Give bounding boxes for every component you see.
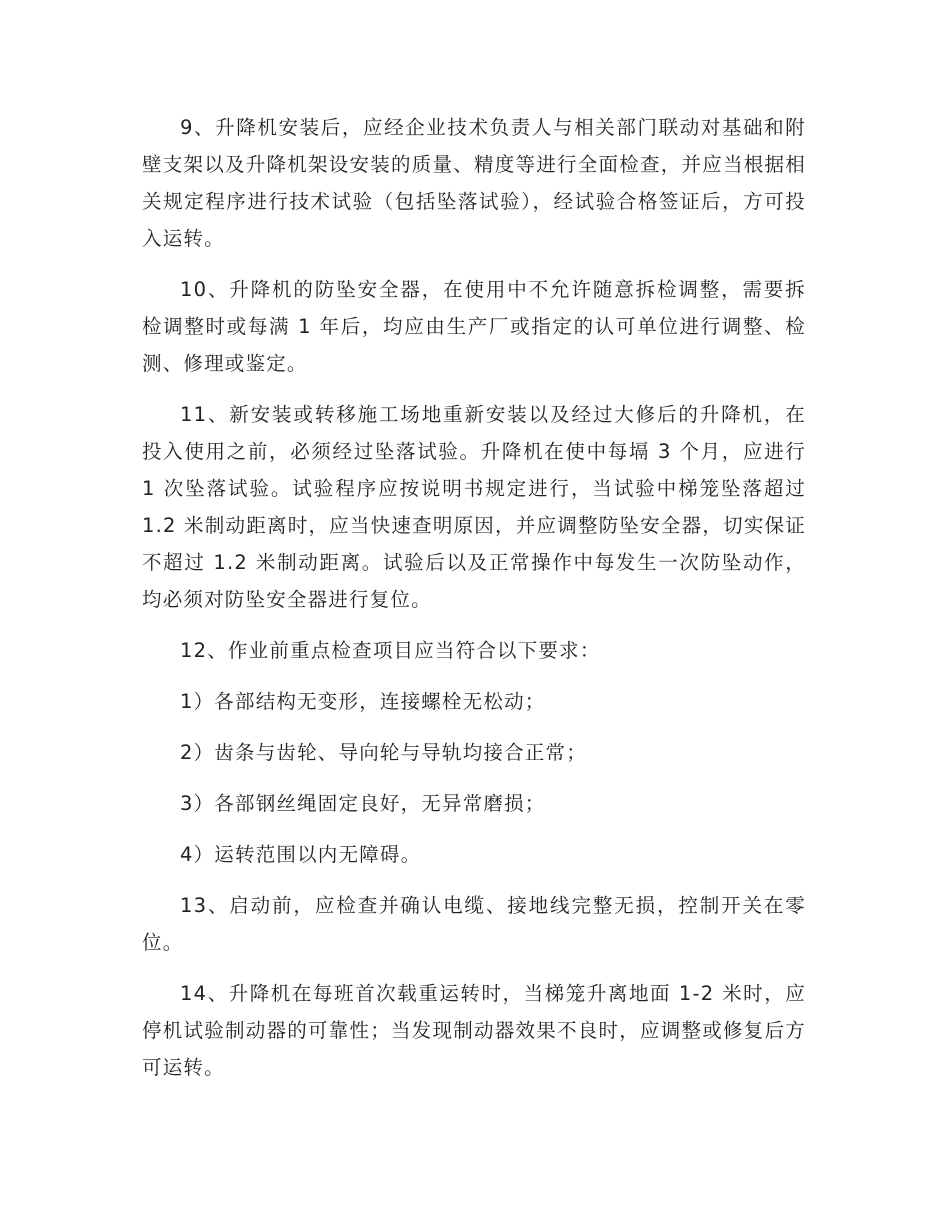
paragraph-13: 13、启动前，应检查并确认电缆、接地线完整无损，控制开关在零位。	[142, 894, 806, 954]
list-item-12-2: 2）齿条与齿轮、导向轮与导轨均接合正常；	[180, 741, 587, 764]
paragraph-10: 10、升降机的防坠安全器，在使用中不允许随意拆检调整，需要拆检调整时或每满 1 年后，均应由生产厂或指定的认可单位进行调整、检测、修理或鉴定。	[142, 278, 806, 375]
paragraph-9: 9、升降机安装后，应经企业技术负责人与相关部门联动对基础和附壁支架以及升降机架设安装的质量、精度等进行全面检查，并应当根据相关规定程序进行技术试验（包括坠落试验），经试验合格签证后，方可投入运转。	[142, 116, 806, 250]
document-body	[142, 109, 806, 1086]
paragraph-12: 12、作业前重点检查项目应当符合以下要求：	[180, 639, 601, 662]
list-item-12-4: 4）运转范围以内无障碍。	[180, 843, 422, 866]
paragraph-14: 14、升降机在每班首次载重运转时，当梯笼升离地面 1-2 米时，应停机试验制动器的可靠性；当发现制动器效果不良时，应调整或修复后方可运转。	[142, 982, 806, 1079]
list-item-12-1: 1）各部结构无变形，连接螺栓无松动；	[180, 690, 546, 713]
paragraph-11: 11、新安装或转移施工场地重新安装以及经过大修后的升降机，在投入使用之前，必须经过坠落试验。升降机在使中每塥 3 个月，应进行 1 次坠落试验。试验程序应按说明书规定进行，当试验中梯笼坠落超过 1.2 米制动距离时，应当快速查明原因，并应调整防坠安全器，切实保证不超过 1.2 米制动距离。试验后以及正常操作中每发生一次防坠动作，均必须对防坠安全器进行复位。	[142, 403, 806, 611]
list-item-12-3: 3）各部钢丝绳固定良好，无异常磨损；	[180, 792, 546, 815]
